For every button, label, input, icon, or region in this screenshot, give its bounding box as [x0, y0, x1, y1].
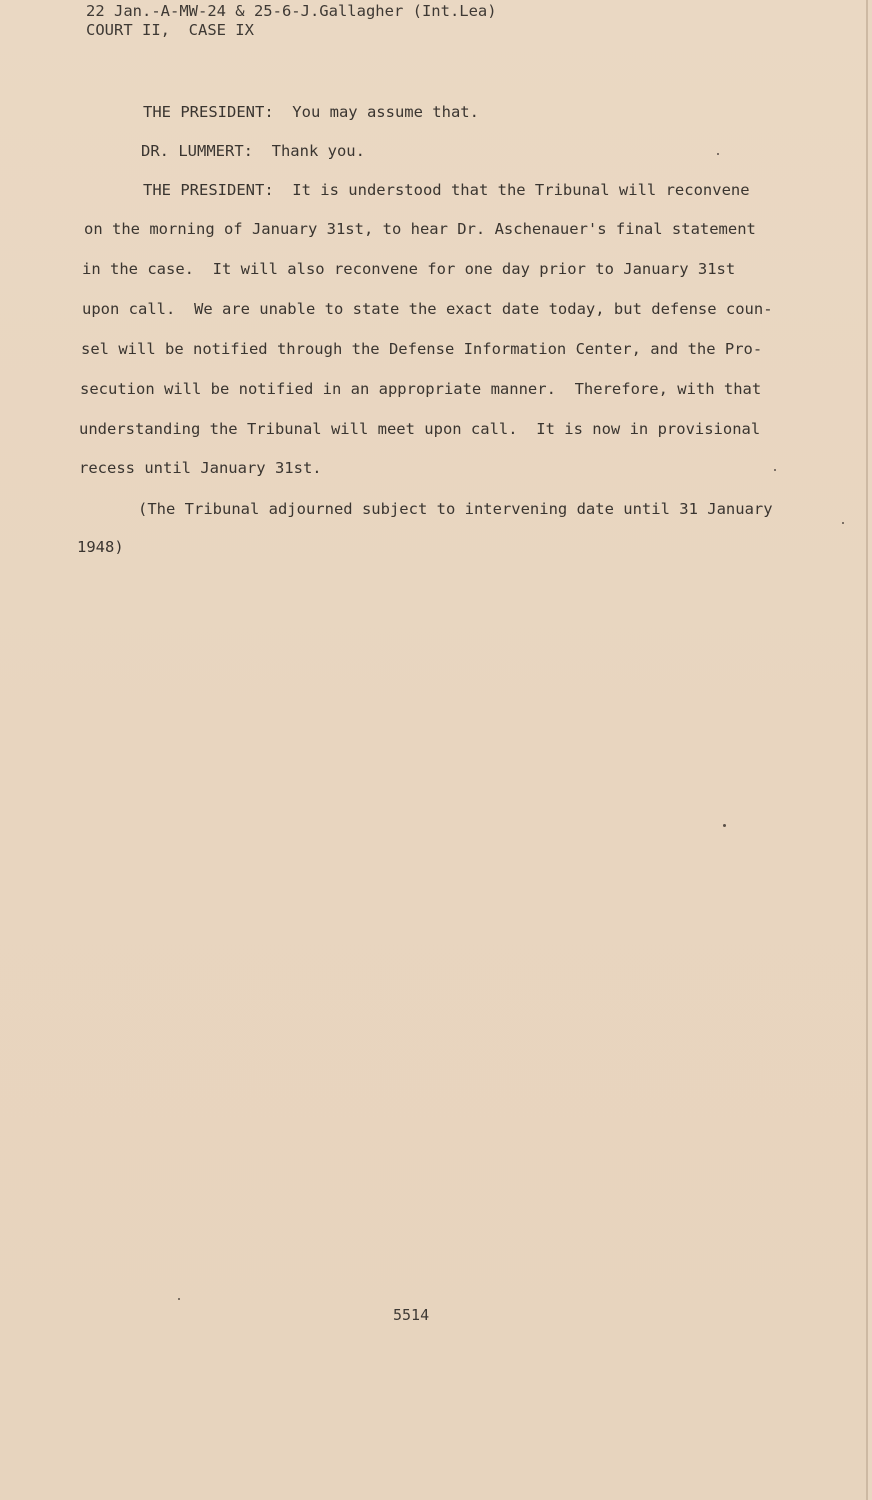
paper-speck	[178, 1298, 180, 1300]
text-line: upon call. We are unable to state the exact date today, but defense coun-	[82, 300, 773, 318]
text-line: THE PRESIDENT: It is understood that the Tribunal will reconvene	[143, 181, 750, 199]
text-line: (The Tribunal adjourned subject to intervening date until 31 January	[138, 500, 773, 518]
text-line: sel will be notified through the Defense Information Center, and the Pro-	[81, 340, 763, 358]
text-line: recess until January 31st.	[79, 459, 322, 477]
text-line: secution will be notified in an appropriate manner. Therefore, with that	[80, 380, 762, 398]
page-number: 5514	[393, 1306, 430, 1324]
paper-speck	[774, 469, 776, 471]
header-line-2: COURT II, CASE IX	[86, 21, 254, 39]
text-line: THE PRESIDENT: You may assume that.	[143, 103, 479, 121]
text-line: in the case. It will also reconvene for one day prior to January 31st	[82, 260, 736, 278]
text-line: on the morning of January 31st, to hear Dr. Aschenauer's final statement	[84, 220, 756, 238]
text-line: 1948)	[77, 538, 124, 556]
paper-speck	[842, 522, 844, 524]
document-header	[86, 2, 497, 40]
paper-speck	[717, 153, 719, 155]
paper-speck	[723, 824, 726, 827]
header-line-1: 22 Jan.-A-MW-24 & 25-6-J.Gallagher (Int.Lea)	[86, 2, 497, 20]
text-line: DR. LUMMERT: Thank you.	[141, 142, 365, 160]
text-line: understanding the Tribunal will meet upon call. It is now in provisional	[79, 420, 761, 438]
